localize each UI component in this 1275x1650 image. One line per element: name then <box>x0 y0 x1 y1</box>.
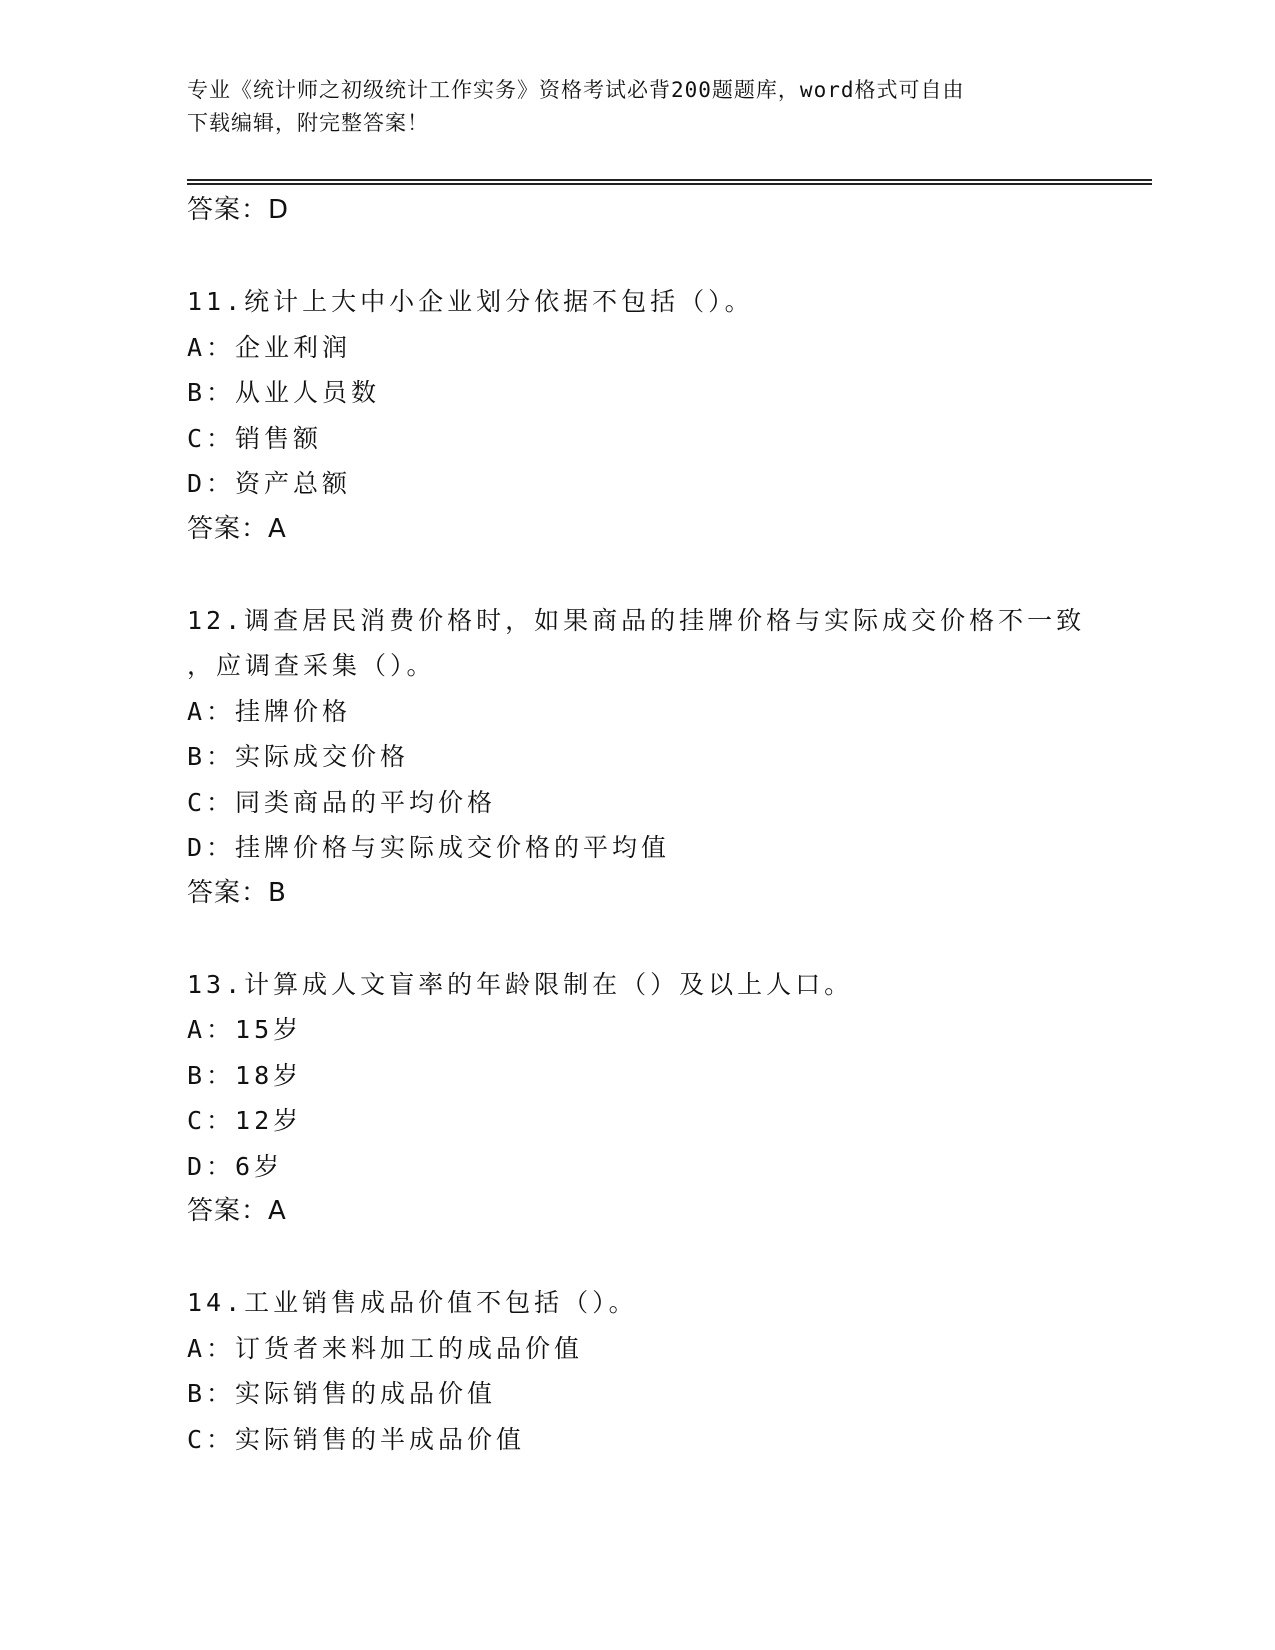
option-a: A：15岁 <box>187 1015 303 1044</box>
option-d: D：6岁 <box>187 1151 284 1181</box>
question-block <box>187 598 1147 917</box>
answer-line: 答案：B <box>187 877 287 908</box>
question-block <box>187 962 1147 1235</box>
option-c: C：销售额 <box>187 423 323 453</box>
answer-line: 答案：A <box>187 1196 287 1226</box>
spacer <box>187 234 1147 280</box>
question-stem-continued: ，应调查采集（）。 <box>187 651 436 680</box>
header-line-2: 下载编辑，附完整答案！ <box>187 111 429 135</box>
question-stem: 12.调查居民消费价格时，如果商品的挂牌价格与实际成交价格不一致 <box>187 605 1086 635</box>
option-c: C：12岁 <box>187 1106 303 1135</box>
question-block <box>187 279 1147 552</box>
spacer <box>187 916 1147 962</box>
spacer <box>187 552 1147 598</box>
question-stem: 13.计算成人文盲率的年龄限制在（）及以上人口。 <box>187 969 854 999</box>
option-a: A：订货者来料加工的成品价值 <box>187 1333 584 1363</box>
option-d: D：挂牌价格与实际成交价格的平均值 <box>187 833 671 862</box>
header-line-1: 专业《统计师之初级统计工作实务》资格考试必背200题题库，word格式可自由 <box>187 78 965 102</box>
question-block <box>187 1280 1147 1462</box>
option-a: A：企业利润 <box>187 332 352 362</box>
answer-line: 答案：A <box>187 513 287 544</box>
option-c: C：同类商品的平均价格 <box>187 787 497 817</box>
previous-answer: 答案：D <box>187 195 290 225</box>
document-header <box>187 74 1067 140</box>
option-c: C：实际销售的半成品价值 <box>187 1424 526 1454</box>
option-b: B：18岁 <box>187 1060 303 1090</box>
question-stem: 14.工业销售成品价值不包括（）。 <box>187 1288 638 1317</box>
option-d: D：资产总额 <box>187 469 352 498</box>
option-b: B：实际销售的成品价值 <box>187 1379 497 1408</box>
option-b: B：从业人员数 <box>187 378 381 407</box>
header-divider-top <box>187 179 1152 181</box>
header-divider-bottom <box>187 183 1152 185</box>
option-b: B：实际成交价格 <box>187 742 410 771</box>
spacer <box>187 1235 1147 1281</box>
question-stem: 11.统计上大中小企业划分依据不包括（）。 <box>187 287 754 316</box>
option-a: A：挂牌价格 <box>187 696 352 726</box>
question-list <box>187 188 1147 1462</box>
